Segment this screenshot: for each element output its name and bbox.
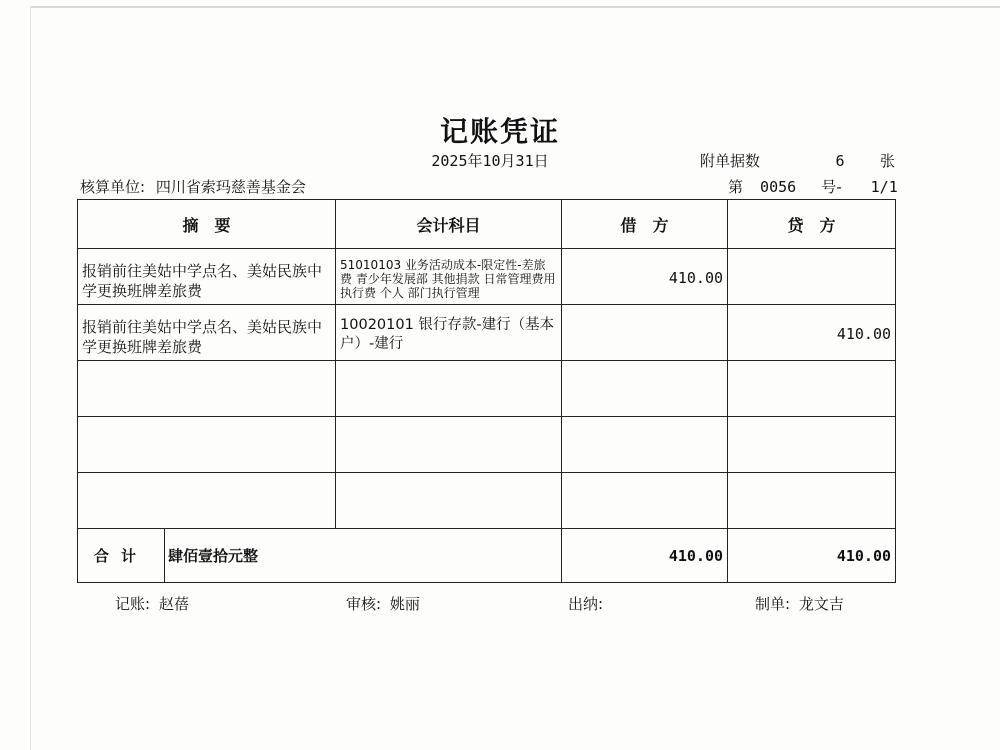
row-account xyxy=(336,417,562,473)
total-row xyxy=(78,529,896,583)
reviewer-signature xyxy=(346,593,420,614)
preparer-label: 制单: xyxy=(755,595,791,613)
reviewer-name: 姚丽 xyxy=(389,595,420,613)
header-summary: 摘 要 xyxy=(78,200,336,249)
row-summary xyxy=(78,473,336,529)
voucher-number-suffix: 号- xyxy=(821,178,842,196)
row-credit xyxy=(728,361,896,417)
voucher-title: 记账凭证 xyxy=(439,115,560,148)
row-debit: 410.00 xyxy=(562,249,728,305)
table-row xyxy=(78,249,896,305)
row-credit xyxy=(728,249,896,305)
table-header-row xyxy=(78,200,896,249)
voucher-table xyxy=(77,199,896,583)
cashier-signature xyxy=(568,593,607,614)
entity-info xyxy=(80,176,306,197)
voucher-page: 1/1 xyxy=(870,178,898,196)
attachments-info xyxy=(700,150,895,171)
row-credit xyxy=(728,473,896,529)
scan-edge-top xyxy=(30,6,1000,8)
row-account xyxy=(336,361,562,417)
total-credit: 410.00 xyxy=(728,529,896,583)
total-label: 合计 xyxy=(78,529,165,583)
attachments-unit: 张 xyxy=(880,152,896,170)
preparer-name: 龙文吉 xyxy=(798,595,844,613)
total-amount-in-words: 肆佰壹拾元整 xyxy=(165,529,562,583)
voucher-number-info xyxy=(728,176,898,197)
voucher-number: 0056 xyxy=(760,178,797,196)
row-debit xyxy=(562,305,728,361)
header-credit: 贷 方 xyxy=(728,200,896,249)
row-summary xyxy=(78,361,336,417)
row-credit: 410.00 xyxy=(728,305,896,361)
header-account: 会计科目 xyxy=(336,200,562,249)
table-row xyxy=(78,305,896,361)
row-summary xyxy=(78,417,336,473)
header-debit: 借 方 xyxy=(562,200,728,249)
cashier-label: 出纳: xyxy=(568,595,604,613)
bookkeeper-signature xyxy=(115,593,189,614)
row-account xyxy=(336,473,562,529)
table-row xyxy=(78,361,896,417)
entity-label: 核算单位: xyxy=(80,178,146,196)
row-debit xyxy=(562,361,728,417)
row-debit xyxy=(562,417,728,473)
row-summary: 报销前往美姑中学点名、美姑民族中学更换班牌差旅费 xyxy=(78,249,336,305)
attachments-label: 附单据数 xyxy=(700,152,761,170)
attachments-count: 6 xyxy=(835,152,845,170)
row-debit xyxy=(562,473,728,529)
reviewer-label: 审核: xyxy=(346,595,382,613)
table-row xyxy=(78,473,896,529)
row-summary: 报销前往美姑中学点名、美姑民族中学更换班牌差旅费 xyxy=(78,305,336,361)
row-account: 51010103 业务活动成本-限定性-差旅费 青少年发展部 其他捐款 日常管理费用 执行费 个人 部门执行管理 xyxy=(336,249,562,305)
total-debit: 410.00 xyxy=(562,529,728,583)
bookkeeper-label: 记账: xyxy=(115,595,151,613)
bookkeeper-name: 赵蓓 xyxy=(158,595,189,613)
preparer-signature xyxy=(755,593,844,614)
table-row xyxy=(78,417,896,473)
row-account: 10020101 银行存款-建行（基本户）-建行 xyxy=(336,305,562,361)
entity-name: 四川省索玛慈善基金会 xyxy=(155,178,306,196)
row-credit xyxy=(728,417,896,473)
voucher-number-prefix: 第 xyxy=(728,178,744,196)
voucher-date: 2025年10月31日 xyxy=(431,152,549,170)
